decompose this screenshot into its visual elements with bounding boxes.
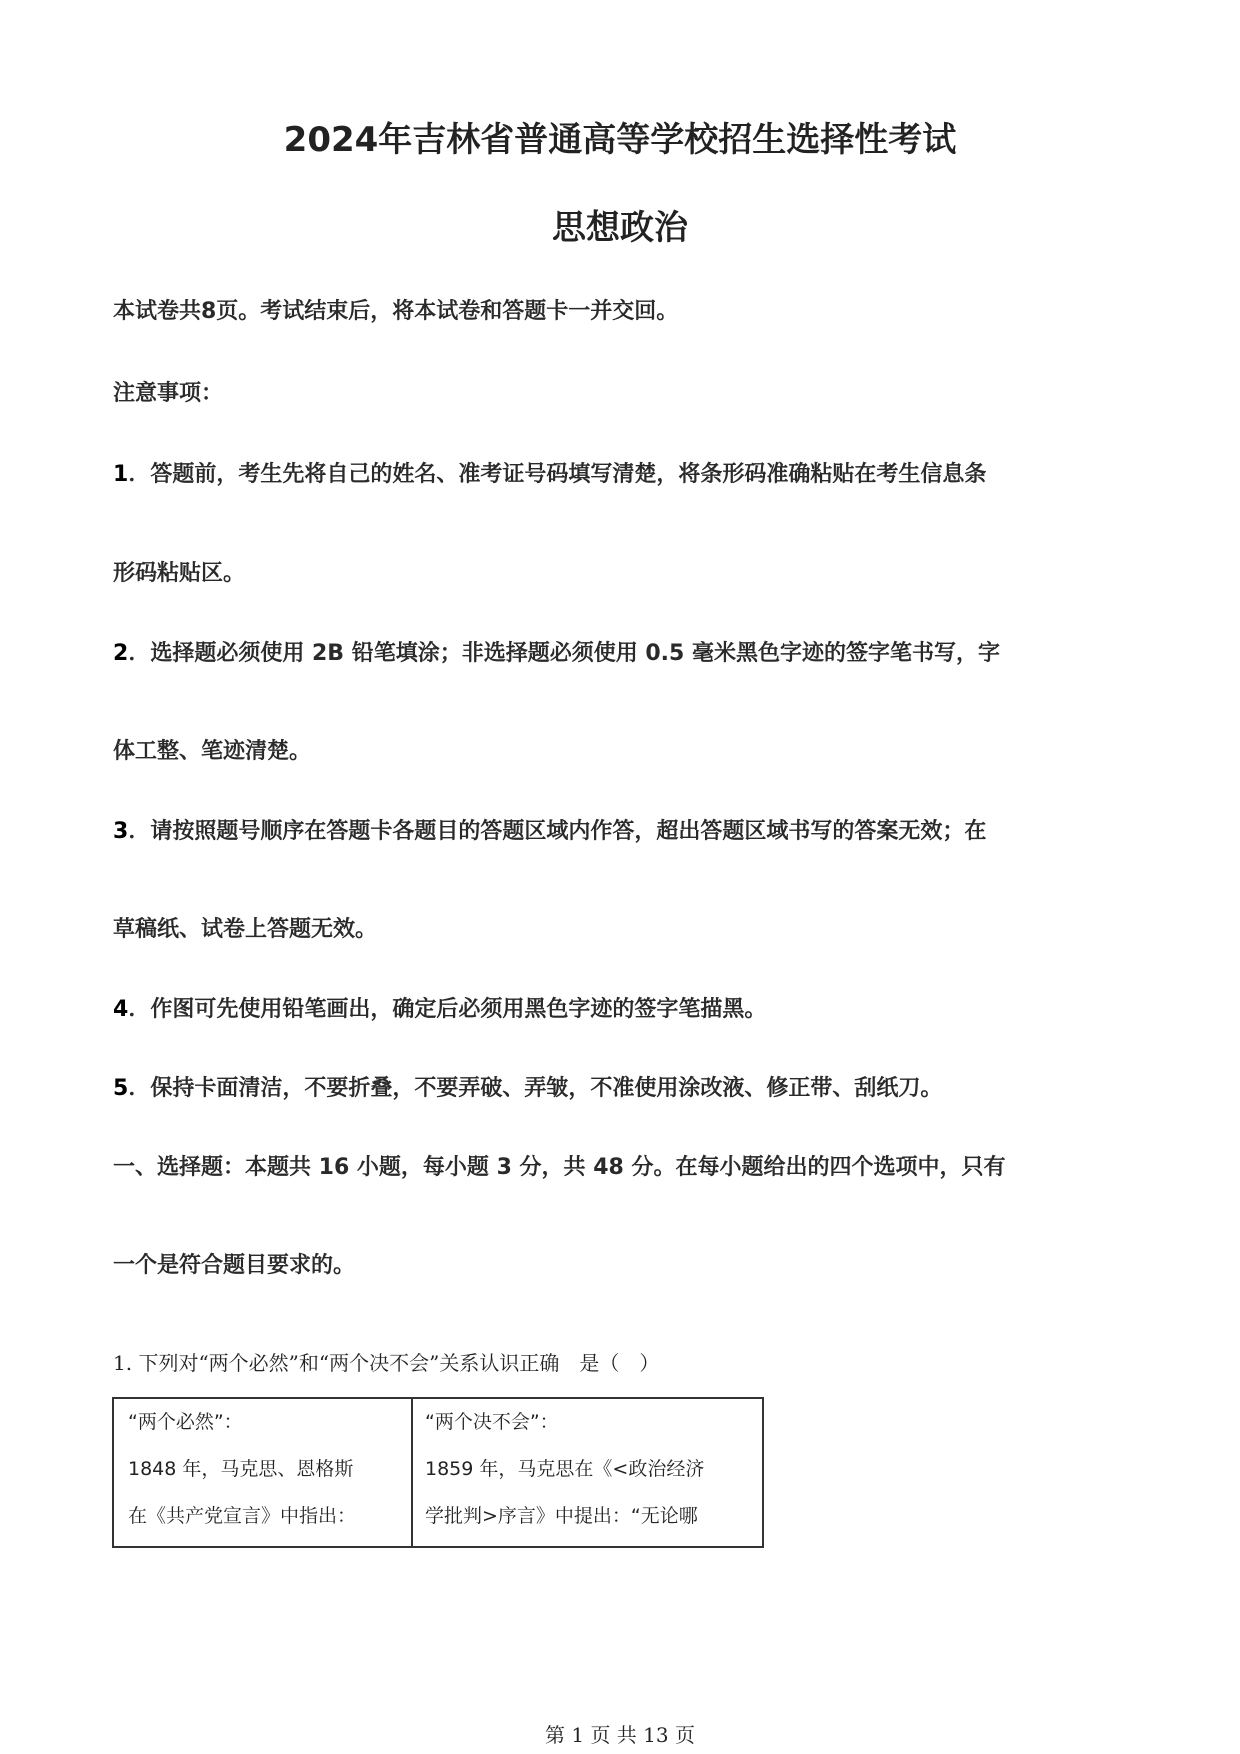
note-1 <box>113 457 986 488</box>
note-text: ．选择题必须使用 2B 铅笔填涂；非选择题必须使用 0.5 毫米黑色字迹的签字笔书写，字 <box>128 641 1001 666</box>
note-2 <box>113 636 1000 667</box>
section-heading: 一、选择题：本题共 16 小题，每小题 3 分，共 48 分。在每小题给出的四个选项中，只有 <box>113 1155 1006 1180</box>
cell-line: “两个必然”： <box>128 1411 243 1433</box>
cell-line: 学批判>序言》中提出：“无论哪 <box>425 1505 698 1527</box>
table-cell-two-nevers <box>413 1399 762 1546</box>
note-text: ．答题前，考生先将自己的姓名、准考证号码填写清楚，将条形码准确粘贴在考生信息条 <box>128 462 987 487</box>
note-2-cont: 体工整、笔迹清楚。 <box>113 739 312 764</box>
note-text: ．请按照题号顺序在答题卡各题目的答题区域内作答，超出答题区域书写的答案无效；在 <box>128 819 987 844</box>
note-text: ．作图可先使用铅笔画出，确定后必须用黑色字迹的签字笔描黑。 <box>128 997 767 1022</box>
question-1-table <box>112 1397 764 1548</box>
note-5 <box>113 1071 942 1102</box>
intro-text: 本试卷共8页。考试结束后，将本试卷和答题卡一并交回。 <box>113 299 679 324</box>
note-number: 5 <box>113 1076 129 1101</box>
cell-line: 1859 年，马克思在《<政治经济 <box>425 1458 705 1480</box>
exam-subject: 思想政治 <box>552 208 688 248</box>
note-3 <box>113 814 986 845</box>
note-number: 2 <box>113 641 129 666</box>
note-4 <box>113 992 766 1023</box>
note-1-cont: 形码粘贴区。 <box>113 561 246 586</box>
section-heading-cont: 一个是符合题目要求的。 <box>113 1253 356 1278</box>
note-number: 4 <box>113 997 129 1022</box>
note-3-cont: 草稿纸、试卷上答题无效。 <box>113 917 378 942</box>
notes-heading: 注意事项： <box>113 381 224 406</box>
note-text: ．保持卡面清洁，不要折叠，不要弄破、弄皱，不准使用涂改液、修正带、刮纸刀。 <box>128 1076 943 1101</box>
cell-line: 1848 年，马克思、恩格斯 <box>128 1458 354 1480</box>
exam-title: 2024年吉林省普通高等学校招生选择性考试 <box>283 120 957 160</box>
cell-line: “两个决不会”： <box>425 1411 559 1433</box>
note-number: 1 <box>113 462 129 487</box>
question-1-stem: 1. 下列对“两个必然”和“两个决不会”关系认识正确 是（ ） <box>113 1351 660 1375</box>
page-footer: 第 1 页 共 13 页 <box>545 1723 695 1747</box>
note-number: 3 <box>113 819 129 844</box>
table-cell-two-inevitables <box>114 1399 413 1546</box>
cell-line: 在《共产党宣言》中指出： <box>128 1505 357 1527</box>
